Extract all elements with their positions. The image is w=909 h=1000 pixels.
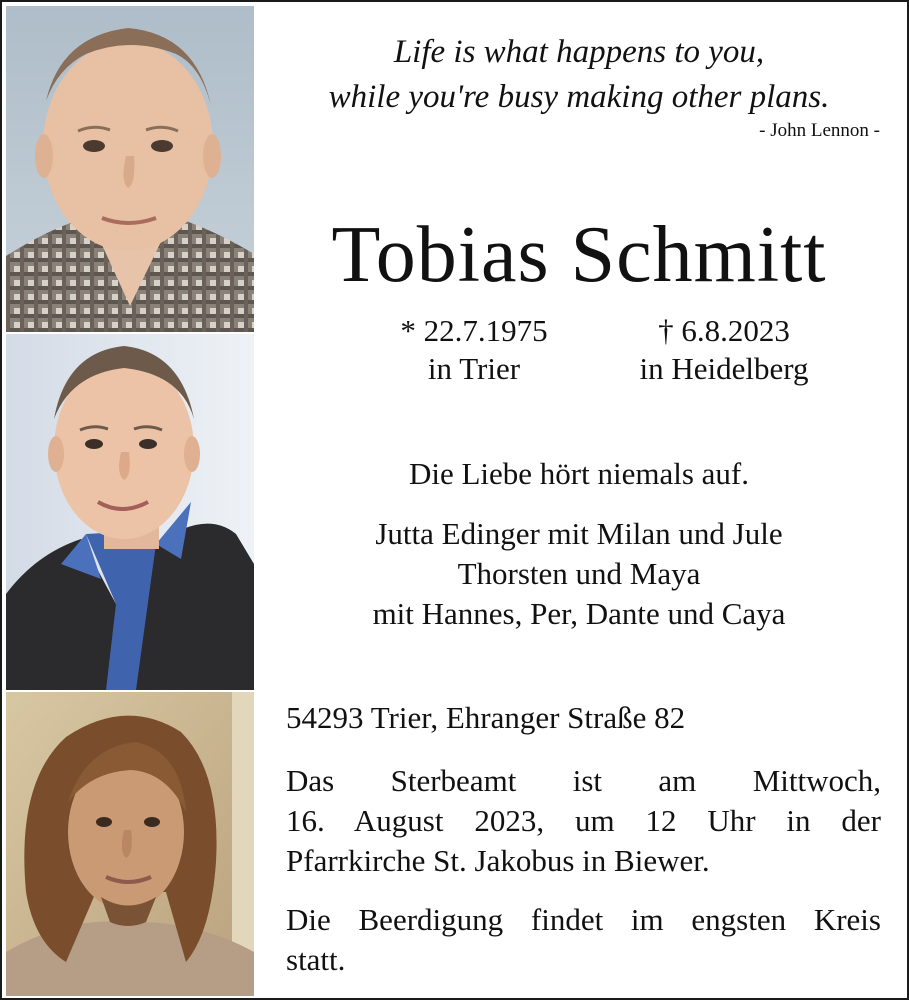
text-column — [264, 2, 894, 998]
service-line: Das Sterbeamt ist am Mittwoch, — [286, 763, 881, 798]
mourner-line: Jutta Edinger mit Milan und Jule — [375, 516, 783, 551]
birth-date: * 22.7.1975 — [400, 313, 548, 348]
funeral-service-text — [286, 761, 881, 881]
quote-author: - John Lennon - — [759, 120, 880, 141]
family-address: 54293 Trier, Ehranger Straße 82 — [286, 700, 686, 735]
burial-line: Die Beerdigung findet im engsten Kreis — [286, 902, 881, 937]
death-date: † 6.8.2023 — [658, 313, 790, 348]
life-dates — [264, 312, 894, 392]
quote-line: Life is what happens to you, — [393, 34, 765, 70]
motto: Die Liebe hört niemals auf. — [408, 456, 750, 491]
portrait-photo-2 — [6, 334, 254, 690]
deceased-name: Tobias Schmitt — [331, 211, 827, 299]
service-line: 16. August 2023, um 12 Uhr in der — [286, 803, 881, 838]
death-place: in Heidelberg — [639, 351, 809, 386]
mourner-line: Thorsten und Maya — [457, 556, 701, 591]
burial-text — [286, 900, 881, 980]
mourners-list — [264, 514, 894, 634]
epigraph-quote — [264, 30, 894, 120]
portrait-photo-1 — [6, 6, 254, 332]
birth-place: in Trier — [427, 351, 521, 386]
mourner-line: mit Hannes, Per, Dante und Caya — [372, 596, 786, 631]
service-line: Pfarrkirche St. Jakobus in Biewer. — [286, 843, 710, 878]
birth-info — [374, 312, 574, 388]
quote-line: while you're busy making other plans. — [328, 79, 830, 115]
portrait-photo-3 — [6, 692, 254, 996]
burial-line: statt. — [286, 942, 346, 977]
photo-column — [6, 6, 254, 996]
death-info — [604, 312, 844, 388]
